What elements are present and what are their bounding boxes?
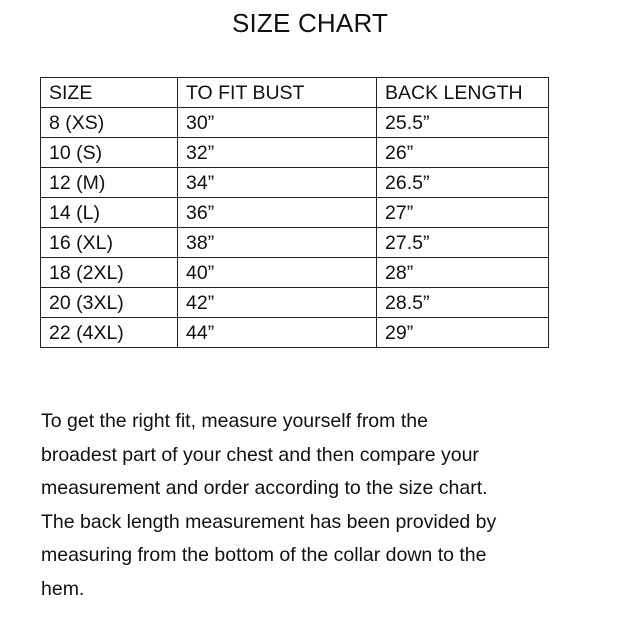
note-line: To get the right fit, measure yourself from the bbox=[41, 410, 428, 432]
bust-cell: 34” bbox=[178, 168, 377, 198]
size-cell: 20 (3XL) bbox=[41, 288, 178, 318]
table-row bbox=[41, 168, 549, 198]
header-to-fit-bust: TO FIT BUST bbox=[178, 78, 377, 108]
table-row bbox=[41, 138, 549, 168]
back-length-cell: 29” bbox=[377, 318, 549, 348]
table-row bbox=[41, 108, 549, 138]
back-length-cell: 28.5” bbox=[377, 288, 549, 318]
header-size: SIZE bbox=[41, 78, 178, 108]
header-back-length: BACK LENGTH bbox=[377, 78, 549, 108]
size-cell: 10 (S) bbox=[41, 138, 178, 168]
note-line: hem. bbox=[41, 577, 85, 600]
table-row bbox=[41, 258, 549, 288]
size-cell: 12 (M) bbox=[41, 168, 178, 198]
back-length-cell: 27” bbox=[377, 198, 549, 228]
bust-cell: 30” bbox=[178, 108, 377, 138]
back-length-cell: 25.5” bbox=[377, 108, 549, 138]
bust-cell: 44” bbox=[178, 318, 377, 348]
note-line: The back length measurement has been provided by bbox=[41, 510, 497, 533]
fit-instructions-paragraph bbox=[41, 405, 601, 606]
table-row bbox=[41, 318, 549, 348]
note-line: measurement and order according to the size chart. bbox=[41, 477, 488, 499]
note-line: broadest part of your chest and then compare your bbox=[41, 443, 479, 466]
size-cell: 18 (2XL) bbox=[41, 258, 178, 288]
bust-cell: 32” bbox=[178, 138, 377, 168]
bust-cell: 36” bbox=[178, 198, 377, 228]
table-row bbox=[41, 198, 549, 228]
page-title: SIZE CHART bbox=[231, 8, 389, 38]
size-cell: 22 (4XL) bbox=[41, 318, 178, 348]
size-cell: 14 (L) bbox=[41, 198, 178, 228]
bust-cell: 38” bbox=[178, 228, 377, 258]
size-cell: 16 (XL) bbox=[41, 228, 178, 258]
table-header-row bbox=[41, 78, 549, 108]
size-chart-table bbox=[40, 77, 549, 348]
bust-cell: 40” bbox=[178, 258, 377, 288]
bust-cell: 42” bbox=[178, 288, 377, 318]
back-length-cell: 26” bbox=[377, 138, 549, 168]
back-length-cell: 28” bbox=[377, 258, 549, 288]
size-cell: 8 (XS) bbox=[41, 108, 178, 138]
back-length-cell: 27.5” bbox=[377, 228, 549, 258]
table-row bbox=[41, 288, 549, 318]
table-row bbox=[41, 228, 549, 258]
note-line: measuring from the bottom of the collar down to the bbox=[41, 544, 487, 566]
back-length-cell: 26.5” bbox=[377, 168, 549, 198]
